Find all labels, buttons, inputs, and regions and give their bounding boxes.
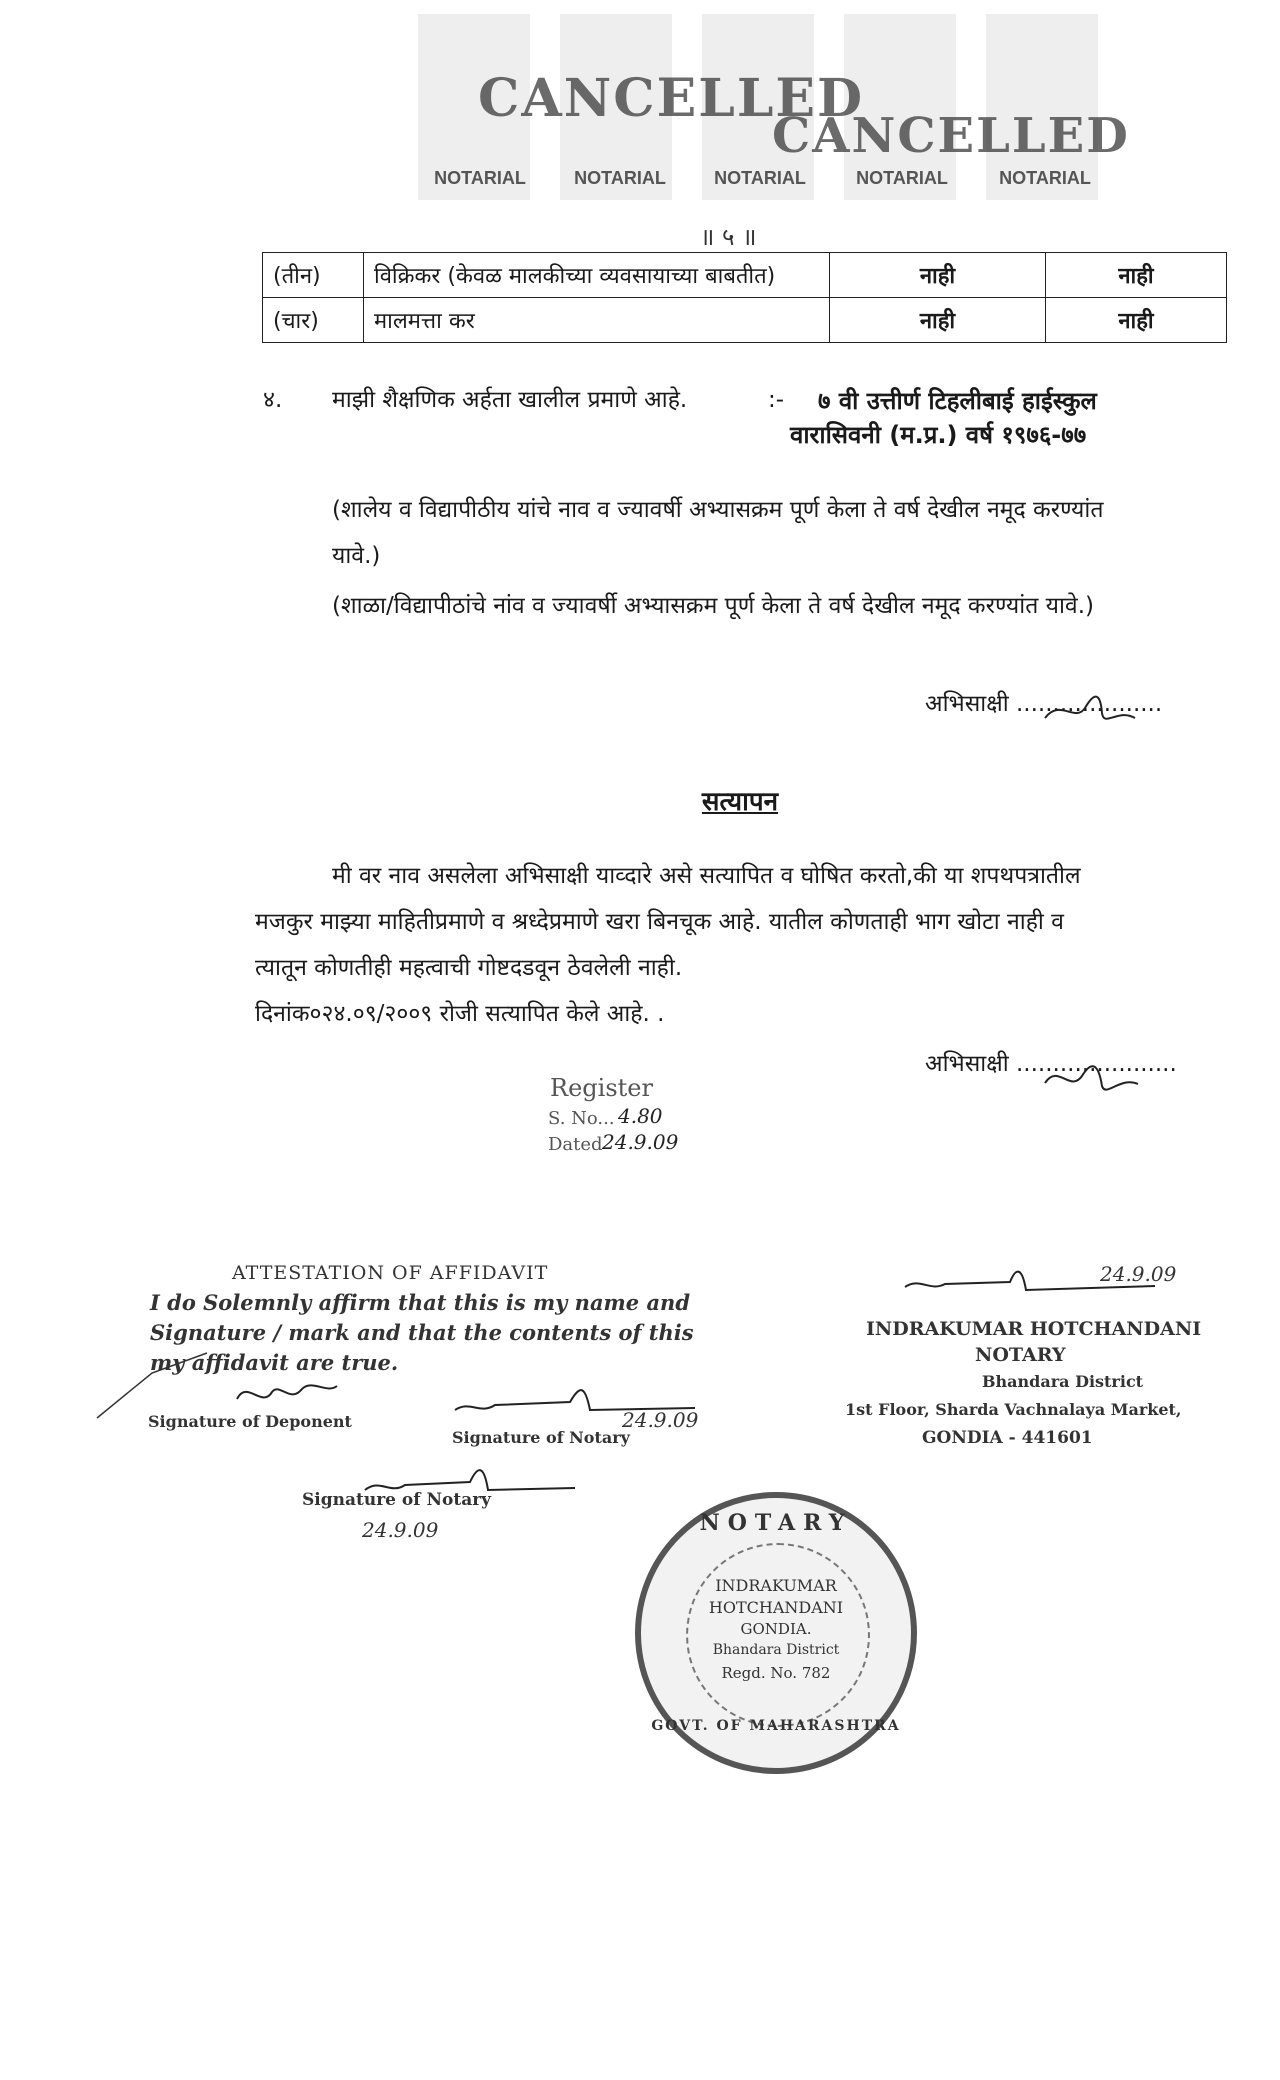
notary-seal <box>635 1492 917 1774</box>
deponent-label-1: अभिसाक्षी .................... <box>925 691 1163 717</box>
attestation-line2: Signature / mark and that the contents of this <box>150 1320 694 1345</box>
section4-note2: (शाळा/विद्यापीठांचे नांव व ज्यावर्षी अभ्यासक्रम पूर्ण केला ते वर्ष देखील नमूद करण्यांत यावे.) <box>332 593 1095 619</box>
deponent-label-2: अभिसाक्षी ...................... <box>925 1051 1177 1077</box>
notary-date-hand-2: 24.9.09 <box>362 1518 439 1542</box>
deponent-signature-1 <box>1040 678 1140 733</box>
row-description: मालमत्ता कर <box>364 298 830 343</box>
seal-line4: Bhandara District <box>712 1642 840 1658</box>
row-value-1: नाही <box>830 253 1046 298</box>
register-dated-value: 24.9.09 <box>602 1130 679 1154</box>
row-value-2: नाही <box>1046 253 1227 298</box>
attestation-line3: my affidavit are true. <box>150 1350 399 1375</box>
seal-line1: INDRAKUMAR <box>715 1576 837 1595</box>
section4-answer-line2: वारासिवनी (म.प्र.) वर्ष १९७६-७७ <box>790 421 1087 449</box>
stamp-label-1: NOTARIAL <box>434 168 526 188</box>
table-row <box>263 253 1227 298</box>
signature-deponent-label: Signature of Deponent <box>148 1412 352 1431</box>
signature-notary-label-1: Signature of Notary <box>452 1428 630 1447</box>
verification-line2: मजकुर माझ्या माहितीप्रमाणे व श्रध्देप्रमाणे खरा बिनचूक आहे. यातील कोणताही भाग खोटा नाही व <box>255 909 1064 935</box>
section4-text: माझी शैक्षणिक अर्हता खालील प्रमाणे आहे. <box>332 387 688 413</box>
verification-title: सत्यापन <box>701 787 779 817</box>
row-description: विक्रिकर (केवळ मालकीच्या व्यवसायाच्या बाबतीत) <box>364 253 830 298</box>
stamp-label-2: NOTARIAL <box>574 168 666 188</box>
page-number: ॥ ५ ॥ <box>700 223 757 251</box>
stamp-label-4: NOTARIAL <box>856 168 948 188</box>
seal-top-text: NOTARY <box>699 1510 853 1536</box>
signature-notary-label-2: Signature of Notary <box>302 1490 492 1510</box>
row-value-1: नाही <box>830 298 1046 343</box>
deponent-signature-2 <box>1040 1048 1140 1103</box>
row-value-2: नाही <box>1046 298 1227 343</box>
section4-number: ४. <box>263 387 283 413</box>
table-row <box>263 298 1227 343</box>
section4-note1-line2: यावे.) <box>332 543 381 569</box>
notary-date-hand-1: 24.9.09 <box>622 1408 699 1432</box>
attestation-title: ATTESTATION OF AFFIDAVIT <box>232 1262 549 1284</box>
notary-title: NOTARY <box>975 1344 1066 1366</box>
deponent-signature-3 <box>232 1374 342 1414</box>
row-number: (चार) <box>263 298 364 343</box>
seal-line3: GONDIA. <box>740 1620 812 1638</box>
notary-city: GONDIA - 441601 <box>922 1428 1093 1448</box>
cancelled-stamp-1: CANCELLED <box>478 68 865 129</box>
notary-address: 1st Floor, Sharda Vachnalaya Market, <box>845 1400 1182 1419</box>
cancelled-stamp-2: CANCELLED <box>772 108 1130 164</box>
verification-line1: मी वर नाव असलेला अभिसाक्षी याव्दारे असे सत्यापित व घोषित करतो,की या शपथपत्रातील <box>332 863 1081 889</box>
stamp-label-5: NOTARIAL <box>999 168 1091 188</box>
seal-line5: Regd. No. 782 <box>721 1664 831 1682</box>
verification-line3: त्यातून कोणतीही महत्वाची गोष्टदडवून ठेवलेली नाही. <box>255 955 683 981</box>
seal-bottom-text: GOVT. OF MAHARASHTRA <box>651 1718 901 1734</box>
section4-note1-line1: (शालेय व विद्यापीठीय यांचे नाव व ज्यावर्षी अभ्यासक्रम पूर्ण केला ते वर्ष देखील नमूद करण्यांत <box>332 497 1104 523</box>
notary-name: INDRAKUMAR HOTCHANDANI <box>866 1318 1202 1340</box>
register-dated-label: Dated <box>548 1134 603 1155</box>
register-sno-value: 4.80 <box>618 1104 663 1128</box>
tax-table <box>262 252 1227 343</box>
section4-separator: :- <box>768 387 785 413</box>
notary-district: Bhandara District <box>982 1372 1144 1391</box>
row-number: (तीन) <box>263 253 364 298</box>
stamp-label-3: NOTARIAL <box>714 168 806 188</box>
section4-answer-line1: ७ वी उत्तीर्ण टिहलीबाई हाईस्कुल <box>818 387 1097 415</box>
seal-line2: HOTCHANDANI <box>708 1598 844 1617</box>
register-title: Register <box>550 1074 653 1102</box>
register-sno-label: S. No... <box>548 1108 615 1129</box>
notary-date-hand-3: 24.9.09 <box>1100 1262 1177 1286</box>
attestation-line1: I do Solemnly affirm that this is my name and <box>150 1290 691 1315</box>
verification-line4: दिनांक०२४.०९/२००९ रोजी सत्यापित केले आहे. . <box>255 1001 665 1027</box>
